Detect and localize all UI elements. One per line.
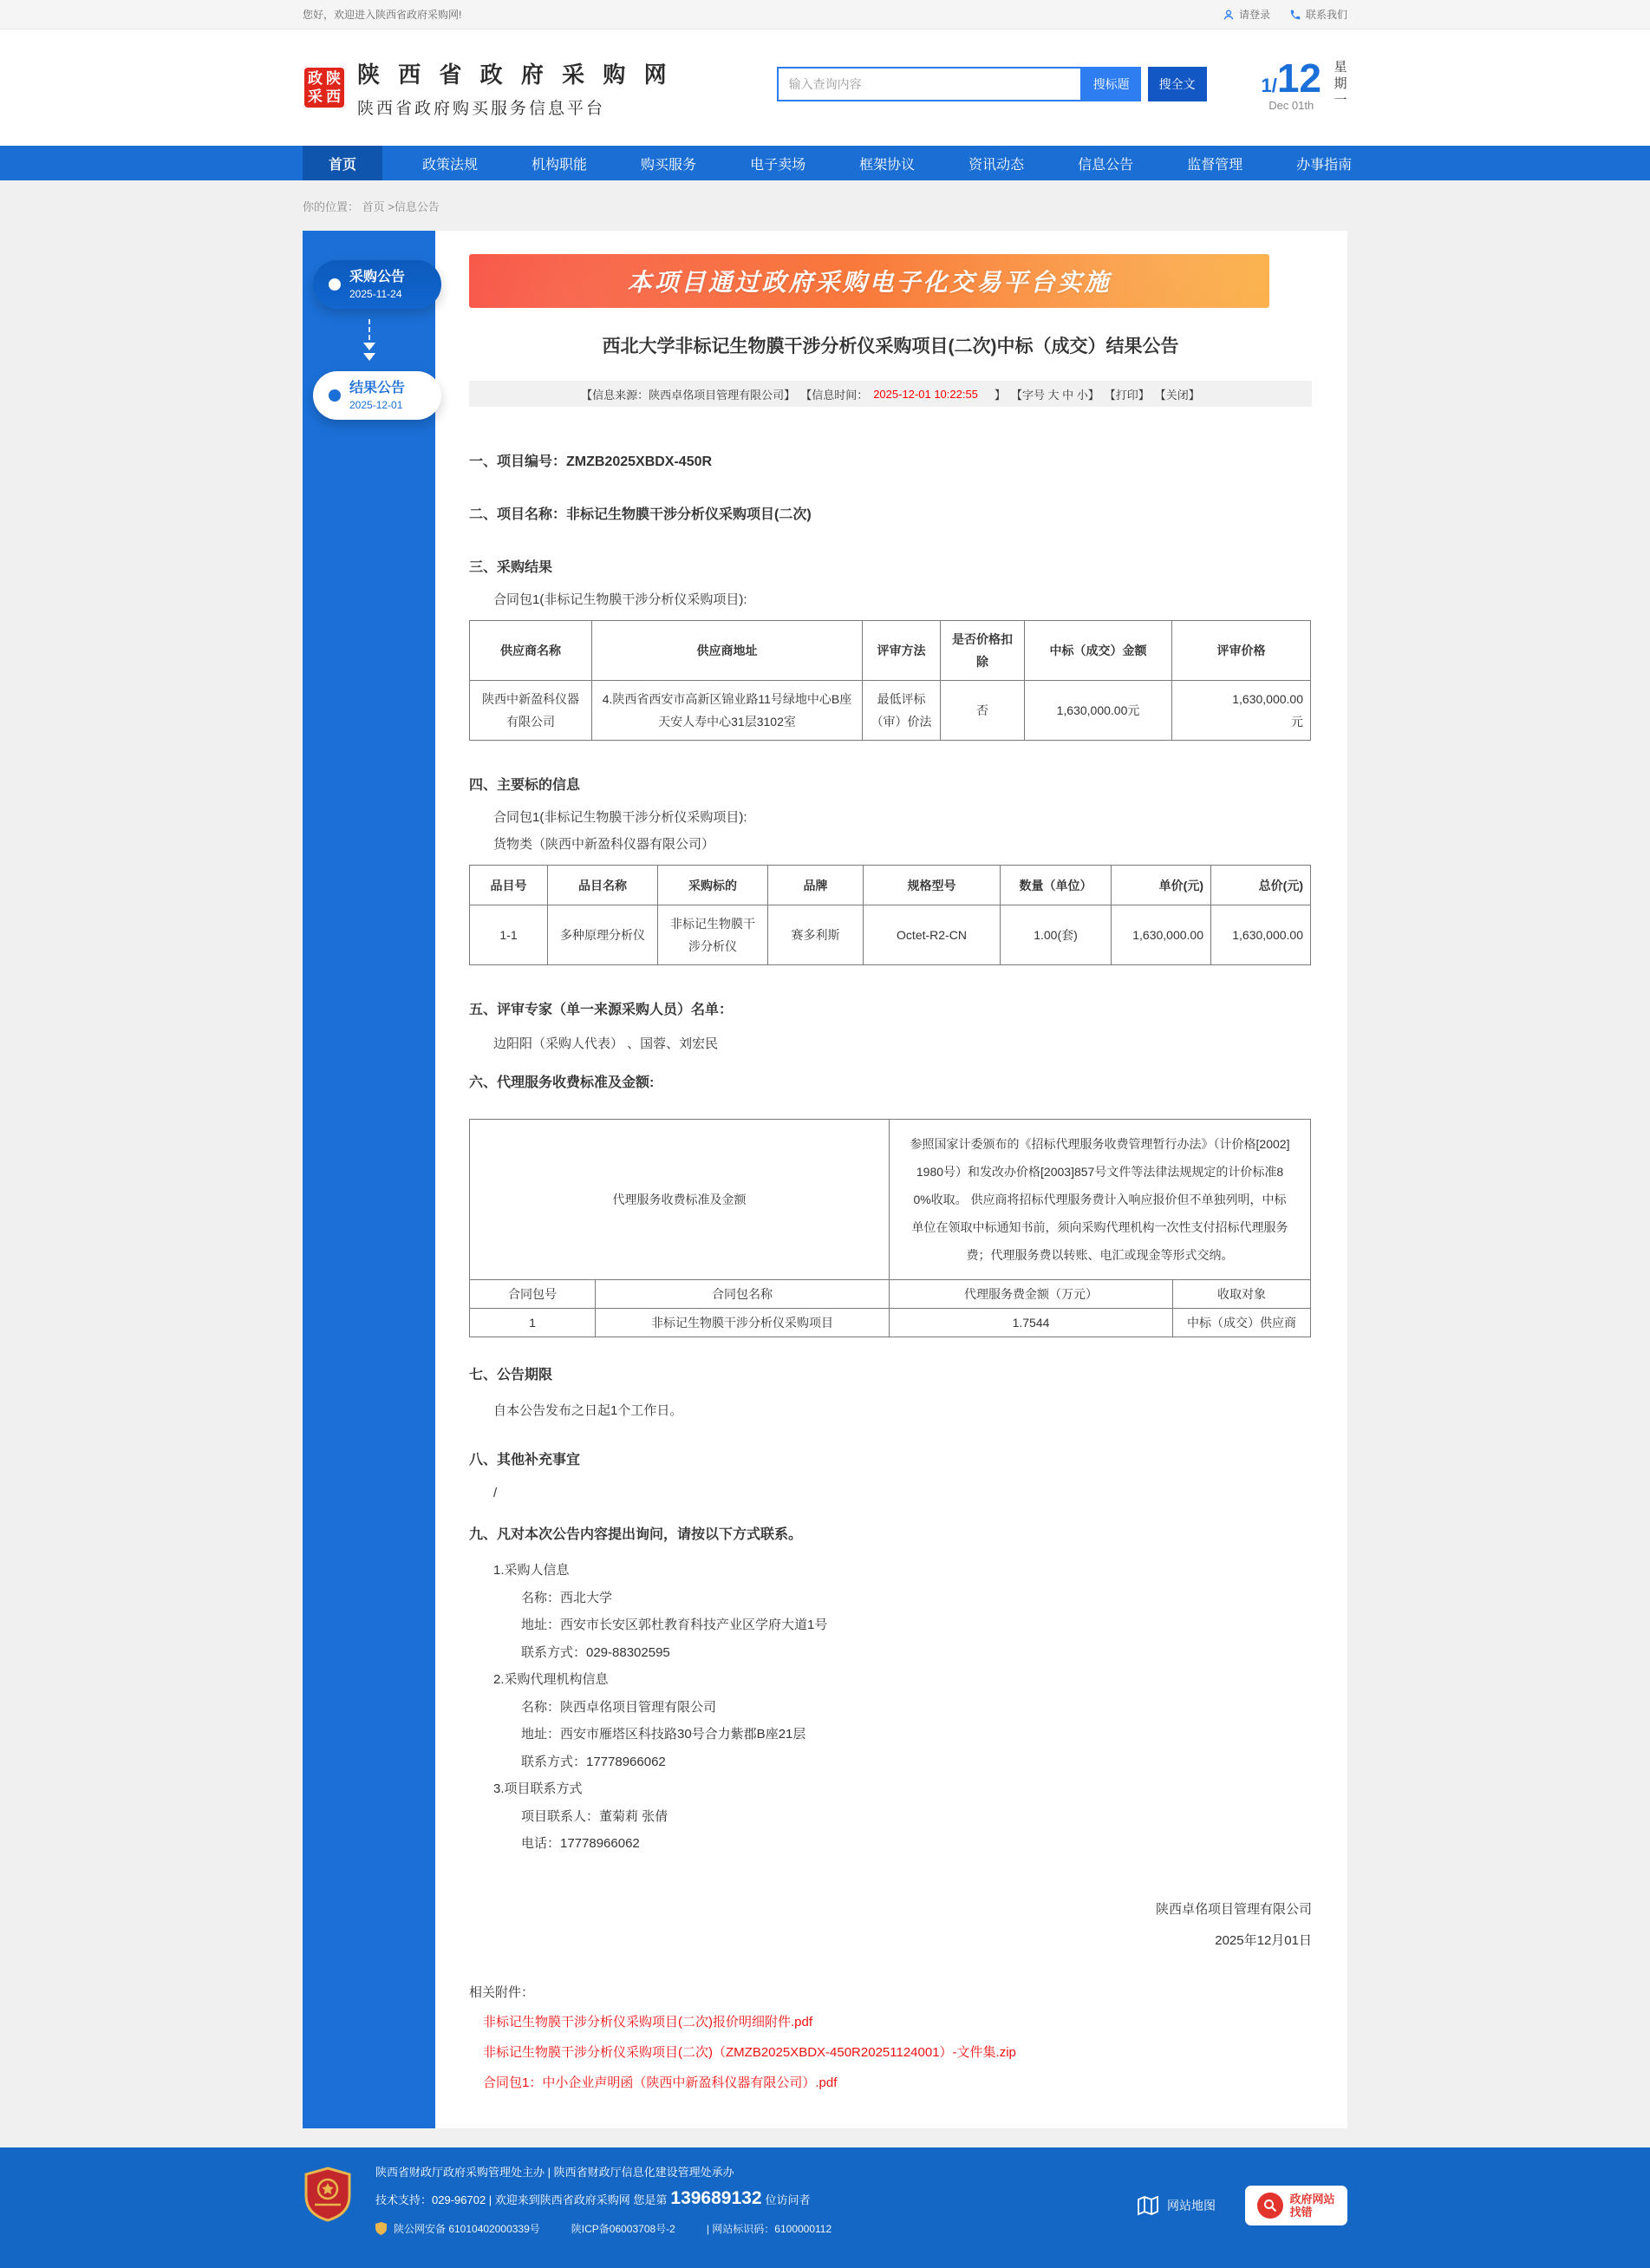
package-number: 1 — [470, 1309, 596, 1337]
site-subtitle: 陕西省政府购买服务信息平台 — [357, 99, 606, 118]
section-result-heading: 三、采购结果 — [469, 560, 553, 575]
sidebar — [303, 231, 435, 2128]
section-agency-fee-heading: 六、代理服务收费标准及金额: — [469, 1075, 655, 1090]
package-label: 合同包1(非标记生物膜干涉分析仪采购项目): — [493, 592, 747, 607]
item-number: 1-1 — [470, 905, 548, 965]
icp-registration[interactable]: 陕ICP备06003708号-2 — [571, 2222, 675, 2235]
meta-source: 【信息来源：陕西卓佲项目管理有限公司】 — [581, 388, 796, 402]
site-code: | 网站标识码：6100000112 — [706, 2222, 832, 2235]
section-project-number: 一、项目编号：ZMZB2025XBDX-450R — [469, 454, 713, 469]
nav-item-announcements[interactable]: 信息公告 — [1078, 157, 1134, 173]
contact-line: 地址：西安市长安区郭杜教育科技产业区学府大道1号 — [521, 1618, 828, 1632]
site-header — [0, 29, 1650, 146]
price-deduction: 否 — [941, 681, 1025, 741]
contact-us-link[interactable]: 联系我们 — [1289, 7, 1347, 22]
meta-time: 2025-12-01 10:22:55 — [873, 387, 978, 401]
section-project-name: 二、项目名称：非标记生物膜干涉分析仪采购项目(二次) — [469, 507, 812, 522]
search-fulltext-button[interactable]: 搜全文 — [1148, 67, 1207, 101]
meta-print-button[interactable]: 【打印】 — [1104, 388, 1150, 402]
nav-item-guide[interactable]: 办事指南 — [1296, 157, 1353, 173]
agency-fee-label: 代理服务收费标准及金额 — [470, 1120, 890, 1280]
contact-line: 3.项目联系方式 — [493, 1781, 583, 1796]
breadcrumb-home-link[interactable]: 首页 — [362, 199, 385, 213]
table-row — [470, 1120, 1311, 1280]
result-table — [469, 620, 1311, 741]
table-row — [470, 905, 1311, 965]
section-period-heading: 七、公告期限 — [469, 1368, 553, 1382]
table-row — [470, 1309, 1311, 1337]
section-contact-heading: 九、凡对本次公告内容提出询问，请按以下方式联系。 — [469, 1527, 803, 1542]
signature-company: 陕西卓佲项目管理有限公司 — [1155, 1901, 1312, 1917]
brand: 赛多利斯 — [768, 905, 864, 965]
search-input[interactable] — [777, 67, 1082, 101]
search-title-button[interactable]: 搜标题 — [1082, 67, 1141, 101]
package-name: 非标记生物膜干涉分析仪采购项目 — [596, 1309, 890, 1337]
gov-procurement-emblem — [303, 2167, 353, 2222]
date-widget — [1261, 55, 1347, 112]
eval-method: 最低评标（审）价法 — [863, 681, 941, 741]
category-label: 货物类（陕西中新盈科仪器有限公司） — [493, 837, 715, 852]
supplier-name: 陕西中新盈科仪器有限公司 — [470, 681, 592, 741]
magnifier-icon — [1257, 2193, 1283, 2219]
model: Octet-R2-CN — [864, 905, 1001, 965]
footer-organizer-line: 陕西省财政厅政府采购管理处主办 | 陕西省财政厅信息化建设管理处承办 — [375, 2165, 734, 2179]
unit-price: 1,630,000.00 — [1112, 905, 1211, 965]
total-price: 1,630,000.00 — [1211, 905, 1311, 965]
main-nav — [0, 146, 1650, 180]
sidebar-item-result-notice[interactable]: 结果公告 2025-12-01 — [313, 371, 441, 420]
footer-registration-line — [375, 2221, 832, 2236]
sidebar-item-purchase-notice[interactable]: 采购公告 2025-11-24 — [313, 260, 441, 309]
nav-item-purchase-services[interactable]: 购买服务 — [641, 157, 697, 173]
signature-block — [469, 1894, 1312, 1957]
meta-time-label: 【信息时间： — [800, 388, 869, 402]
logo-seal-icon: 政 陕 采 西 — [303, 66, 346, 109]
footer — [0, 2147, 1650, 2268]
contact-line: 名称：陕西卓佲项目管理有限公司 — [521, 1699, 717, 1715]
welcome-text: 您好，欢迎进入陕西省政府采购网! — [303, 9, 462, 21]
contact-line: 名称：西北大学 — [521, 1590, 613, 1605]
expert-names: 边阳阳（采购人代表） 、国蓉、刘宏民 — [493, 1036, 719, 1051]
agency-fee-table — [469, 1119, 1311, 1337]
procurement-subject: 非标记生物膜干涉分析仪 — [658, 905, 768, 965]
date-month-prefix: 1/ — [1261, 74, 1277, 96]
date-day: 12 — [1276, 55, 1321, 101]
police-badge-icon — [375, 2222, 387, 2235]
package-label: 合同包1(非标记生物膜干涉分析仪采购项目): — [493, 810, 747, 825]
section-subject-heading: 四、主要标的信息 — [469, 778, 581, 793]
date-weekday: 星期一 — [1334, 59, 1347, 108]
nav-item-supervision[interactable]: 监督管理 — [1187, 157, 1243, 173]
supplier-address: 4.陕西省西安市高新区锦业路11号绿地中心B座天安人寿中心31层3102室 — [592, 681, 863, 741]
content-area — [0, 180, 1650, 2147]
arrow-down-icon — [303, 309, 435, 371]
meta-close-button[interactable]: 【关闭】 — [1154, 388, 1200, 402]
subject-table — [469, 865, 1311, 965]
agency-fee-amount: 1.7544 — [890, 1309, 1173, 1337]
table-header-row: 合同包号 合同包名称 代理服务费金额（万元） 收取对象 — [470, 1280, 1311, 1309]
item-name: 多种原理分析仪 — [548, 905, 658, 965]
police-registration[interactable]: 陕公网安备 61010402000339号 — [394, 2222, 540, 2235]
table-header-row: 供应商名称 供应商地址 评审方法 是否价格扣除 中标（成交）金额 评审价格 — [470, 621, 1311, 681]
signature-date: 2025年12月01日 — [1215, 1932, 1312, 1948]
nav-item-home[interactable]: 首页 — [303, 146, 382, 180]
sitemap-link[interactable]: 网站地图 — [1137, 2194, 1216, 2217]
nav-item-policies[interactable]: 政策法规 — [422, 157, 479, 173]
fee-payer: 中标（成交）供应商 — [1173, 1309, 1311, 1337]
contact-line: 1.采购人信息 — [493, 1563, 570, 1578]
gov-website-error-report-badge[interactable]: 政府网站 找错 — [1245, 2186, 1347, 2226]
attachments — [469, 1983, 1312, 2092]
visitor-count: 139689132 — [670, 2187, 762, 2208]
site-title: 陕 西 省 政 府 采 购 网 — [357, 61, 673, 88]
nav-item-e-mall[interactable]: 电子卖场 — [750, 157, 806, 173]
article-title: 西北大学非标记生物膜干涉分析仪采购项目(二次)中标（成交）结果公告 — [602, 337, 1179, 356]
meta-fontsize-control[interactable]: 【字号 大 中 小】 — [1010, 388, 1099, 402]
attachment-link-quote-pdf[interactable]: 非标记生物膜干涉分析仪采购项目(二次)报价明细附件.pdf — [483, 2014, 813, 2029]
breadcrumb-current: >信息公告 — [388, 199, 440, 213]
contact-line: 联系方式：029-88302595 — [521, 1644, 670, 1660]
other-text: / — [493, 1486, 498, 1500]
nav-item-functions[interactable]: 机构职能 — [532, 157, 588, 173]
topbar — [0, 0, 1650, 29]
bullet-dot-icon — [329, 278, 341, 291]
quantity: 1.00(套) — [1001, 905, 1112, 965]
article-panel — [435, 231, 1347, 2128]
contact-info — [469, 1557, 1312, 1858]
login-link[interactable]: 请登录 — [1223, 7, 1270, 22]
nav-item-framework[interactable]: 框架协议 — [859, 157, 916, 173]
contact-line: 项目联系人：董菊莉 张倩 — [521, 1808, 668, 1824]
period-text: 自本公告发布之日起1个工作日。 — [493, 1403, 683, 1418]
platform-banner: 本项目通过政府采购电子化交易平台实施 — [469, 254, 1269, 308]
breadcrumb: 你的位置： 首页 >信息公告 — [303, 180, 1347, 231]
attachment-link-fileset-zip[interactable]: 非标记生物膜干涉分析仪采购项目(二次)（ZMZB2025XBDX-450R20251124001）-文件集.zip — [483, 2044, 1016, 2060]
table-header-row: 品目号 品目名称 采购标的 品牌 规格型号 数量（单位） 单价(元) 总价(元) — [470, 866, 1311, 905]
attachments-label: 相关附件： — [469, 1984, 535, 2000]
date-english: Dec 01th — [1268, 98, 1314, 112]
search-bar — [777, 67, 1207, 101]
eval-price: 1,630,000.00 元 — [1172, 681, 1311, 741]
user-icon — [1223, 9, 1235, 21]
article-meta-bar: 【信息来源：陕西卓佲项目管理有限公司】 【信息时间： 2025-12-01 10:22:55 】 【字号 大 中 小】 【打印】 【关闭】 — [469, 381, 1312, 407]
section-other-heading: 八、其他补充事宜 — [469, 1453, 581, 1467]
footer-support-line: 技术支持：029-96702 | 欢迎来到陕西省政府采购网 您是第 139689132 位访问者 — [375, 2187, 811, 2208]
map-icon — [1137, 2194, 1159, 2217]
phone-icon — [1289, 9, 1301, 21]
contact-line: 2.采购代理机构信息 — [493, 1672, 609, 1687]
section-experts-heading: 五、评审专家（单一来源采购人员）名单： — [469, 1003, 734, 1017]
contact-line: 电话：17778966062 — [521, 1836, 640, 1851]
site-logo[interactable] — [303, 57, 673, 119]
contact-line: 联系方式：17778966062 — [521, 1754, 666, 1769]
contact-line: 地址：西安市雁塔区科技路30号合力紫郡B座21层 — [521, 1727, 806, 1742]
award-amount: 1,630,000.00元 — [1025, 681, 1172, 741]
table-row — [470, 681, 1311, 741]
agency-fee-description: 参照国家计委颁布的《招标代理服务收费管理暂行办法》（计价格[2002]1980号）和发改办价格[2003]857号文件等法律法规规定的计价标准80%收取。 供应商将招标代理服务费计入响应报价但不单独列明，中标单位在领取中标通知书前，须向采购代理机构一次性支付招标代理服务费；代理服务费以转账、电汇或现金等形式交纳。 — [890, 1120, 1311, 1280]
bullet-dot-icon — [329, 389, 341, 402]
nav-item-news[interactable]: 资讯动态 — [968, 157, 1025, 173]
attachment-link-sme-declaration-pdf[interactable]: 合同包1：中小企业声明函（陕西中新盈科仪器有限公司）.pdf — [483, 2075, 838, 2090]
